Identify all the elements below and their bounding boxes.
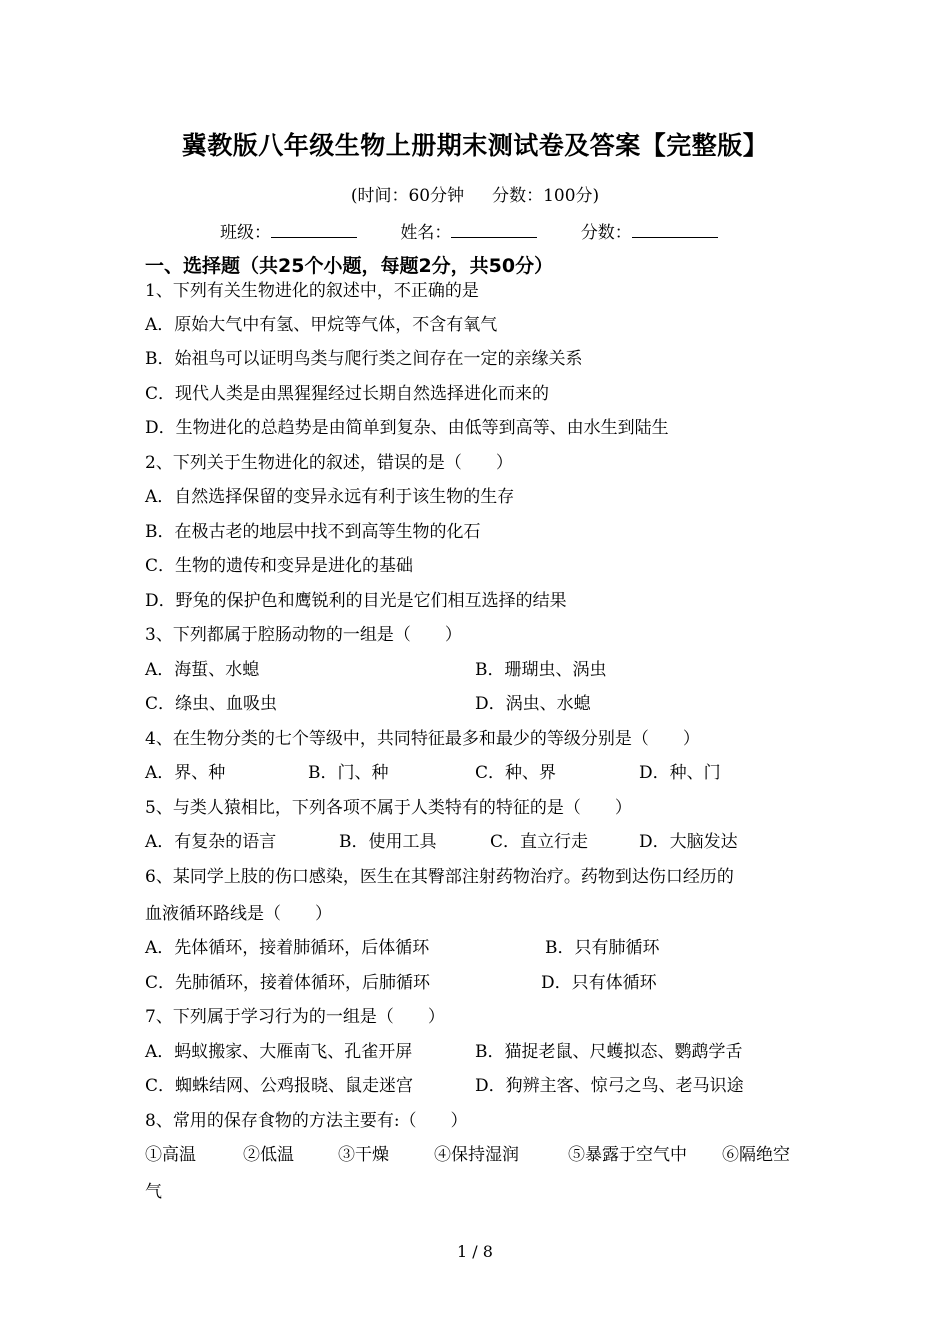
question-6-option-a: A．先体循环，接着肺循环，后体循环 [145, 938, 430, 958]
question-7-option-c: C．蜘蛛结网、公鸡报晓、鼠走迷宫 [145, 1076, 414, 1096]
name-blank[interactable] [451, 219, 537, 238]
question-2-option-c: C．生物的遗传和变异是进化的基础 [145, 556, 414, 576]
question-4-option-c: C．种、界 [475, 763, 557, 783]
question-3-option-a: A．海蜇、水螅 [145, 660, 260, 680]
exam-total-score: 分数：100分) [492, 186, 600, 206]
question-5-option-c: C．直立行走 [490, 832, 589, 852]
class-field [220, 219, 357, 245]
question-7-option-d: D．狗辨主客、惊弓之鸟、老马识途 [475, 1076, 744, 1096]
name-field [400, 219, 537, 245]
class-blank[interactable] [271, 219, 357, 238]
question-5-option-a: A．有复杂的语言 [145, 832, 277, 852]
question-8-option-5: ⑤暴露于空气中 [568, 1145, 687, 1165]
question-8-stem: 8、常用的保存食物的方法主要有:（ ） [145, 1111, 468, 1131]
question-4-option-d: D．种、门 [639, 763, 721, 783]
question-8-option-6-wrap: 气 [145, 1182, 162, 1202]
page-title: 冀教版八年级生物上册期末测试卷及答案【完整版】 [181, 131, 769, 160]
question-1-option-c: C．现代人类是由黑猩猩经过长期自然选择进化而来的 [145, 384, 550, 404]
question-3-option-c: C．绦虫、血吸虫 [145, 694, 278, 714]
question-2-stem: 2、下列关于生物进化的叙述，错误的是（ ） [145, 453, 513, 473]
question-3-stem: 3、下列都属于腔肠动物的一组是（ ） [145, 625, 462, 645]
page-number: 1 / 8 [457, 1242, 493, 1261]
question-8-option-4: ④保持湿润 [434, 1145, 519, 1165]
question-5-stem: 5、与类人猿相比，下列各项不属于人类特有的特征的是（ ） [145, 798, 632, 818]
question-5-option-d: D．大脑发达 [639, 832, 738, 852]
student-info-fields [220, 219, 756, 245]
question-7-stem: 7、下列属于学习行为的一组是（ ） [145, 1007, 445, 1027]
score-blank[interactable] [632, 219, 718, 238]
question-1-stem: 1、下列有关生物进化的叙述中，不正确的是 [145, 281, 479, 301]
question-6-option-c: C．先肺循环，接着体循环，后肺循环 [145, 973, 431, 993]
question-4-stem: 4、在生物分类的七个等级中，共同特征最多和最少的等级分别是（ ） [145, 729, 700, 749]
question-8-option-1: ①高温 [145, 1145, 196, 1165]
question-8-option-6: ⑥隔绝空 [722, 1145, 790, 1165]
score-field [581, 219, 718, 245]
class-label: 班级： [220, 223, 271, 243]
question-6-stem-line-1: 6、某同学上肢的伤口感染，医生在其臀部注射药物治疗。药物到达伤口经历的 [145, 867, 734, 887]
question-4-option-a: A．界、种 [145, 763, 226, 783]
question-4-option-b: B．门、种 [308, 763, 389, 783]
section-heading-choice: 一、选择题（共25个小题，每题2分，共50分） [145, 255, 554, 277]
score-label: 分数： [580, 223, 632, 243]
question-6-option-b: B．只有肺循环 [545, 938, 660, 958]
question-1-option-b: B．始祖鸟可以证明鸟类与爬行类之间存在一定的亲缘关系 [145, 349, 583, 369]
question-7-option-b: B．猫捉老鼠、尺蠖拟态、鹦鹉学舌 [475, 1042, 743, 1062]
question-3-option-d: D．涡虫、水螅 [475, 694, 591, 714]
question-5-option-b: B．使用工具 [339, 832, 437, 852]
question-2-option-a: A．自然选择保留的变异永远有利于该生物的生存 [145, 487, 515, 507]
exam-meta [0, 184, 950, 208]
question-7-option-a: A．蚂蚁搬家、大雁南飞、孔雀开屏 [145, 1042, 413, 1062]
question-6-option-d: D．只有体循环 [541, 973, 657, 993]
question-3-option-b: B．珊瑚虫、涡虫 [475, 660, 607, 680]
question-1-option-d: D．生物进化的总趋势是由简单到复杂、由低等到高等、由水生到陆生 [145, 418, 669, 438]
question-6-stem-line-2: 血液循环路线是（ ） [145, 904, 332, 924]
question-1-option-a: A．原始大气中有氢、甲烷等气体，不含有氧气 [145, 315, 498, 335]
question-8-option-3: ③干燥 [338, 1145, 389, 1165]
question-8-option-2: ②低温 [243, 1145, 294, 1165]
name-label: 姓名： [400, 223, 452, 243]
question-2-option-d: D．野兔的保护色和鹰锐利的目光是它们相互选择的结果 [145, 591, 567, 611]
exam-time: (时间：60分钟 [350, 186, 465, 206]
question-2-option-b: B．在极古老的地层中找不到高等生物的化石 [145, 522, 481, 542]
